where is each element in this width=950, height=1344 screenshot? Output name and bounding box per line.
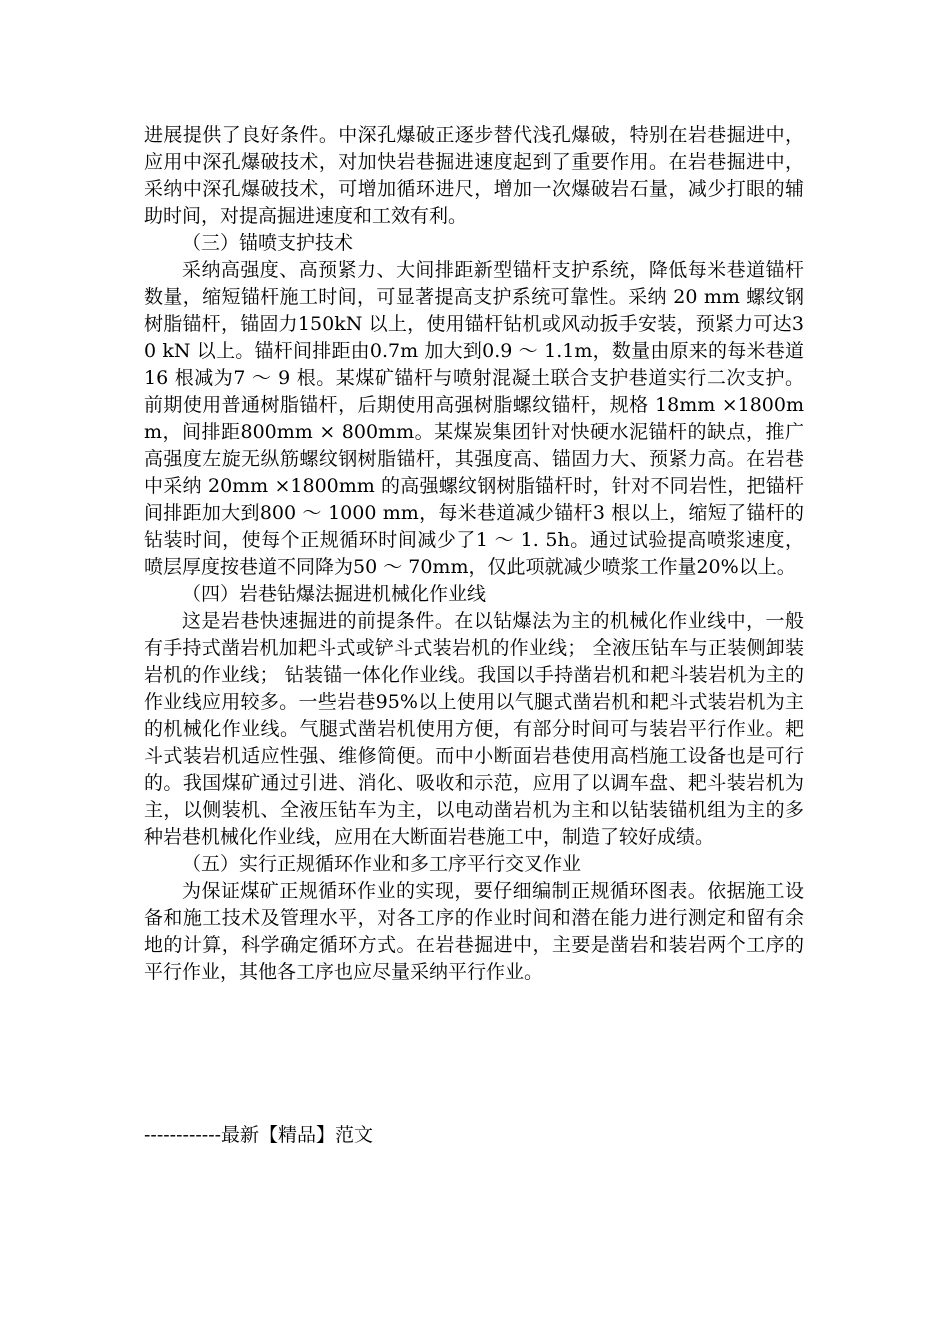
- paragraph-intro-continuation: 进展提供了良好条件。中深孔爆破正逐步替代浅孔爆破，特别在岩巷掘进中，应用中深孔爆破技术，对加快岩巷掘进速度起到了重要作用。在岩巷掘进中，采纳中深孔爆破技术，可增加循环进尺，增加一次爆破岩石量，减少打眼的辅助时间，对提高掘进速度和工效有利。: [144, 124, 804, 227]
- document-body: [144, 122, 804, 986]
- section-heading-anchor-spray-support: （三）锚喷支护技术: [182, 232, 354, 254]
- section-heading-drill-blast-mechanization: （四）岩巷钻爆法掘进机械化作业线: [182, 583, 487, 605]
- paragraph-anchor-spray-support: 采纳高强度、高预紧力、大间排距新型锚杆支护系统，降低每米巷道锚杆数量，缩短锚杆施工时间，可显著提高支护系统可靠性。采纳 20 mm 螺纹钢树脂锚杆，锚固力150kN 以上，使用锚杆钻机或风动扳手安装，预紧力可达30 kN 以上。锚杆间排距由0.7m 加大到0.9 ～ 1.1m，数量由原来的每米巷道16 根减为7 ～ 9 根。某煤矿锚杆与喷射混凝土联合支护巷道实行二次支护。前期使用普通树脂锚杆，后期使用高强树脂螺纹锚杆，规格 18mm ×1800mm，间排距800mm × 800mm。某煤炭集团针对快硬水泥锚杆的缺点，推广高强度左旋无纵筋螺纹钢树脂锚杆，其强度高、锚固力大、预紧力高。在岩巷中采纳 20mm ×1800mm 的高强螺纹钢树脂锚杆时，针对不同岩性，把锚杆间排距加大到800 ～ 1000 mm，每米巷道减少锚杆3 根以上，缩短了锚杆的钻装时间，使每个正规循环时间减少了1 ～ 1. 5h。通过试验提高喷浆速度，喷层厚度按巷道不同降为50 ～ 70mm，仅此项就减少喷浆工作量20%以上。: [144, 259, 804, 578]
- page-footer: ------------最新【精品】范文: [144, 1124, 374, 1146]
- paragraph-drill-blast-mechanization: 这是岩巷快速掘进的前提条件。在以钻爆法为主的机械化作业线中，一般有手持式凿岩机加耙斗式或铲斗式装岩机的作业线； 全液压钻车与正装侧卸装岩机的作业线； 钻装锚一体化作业线。我国以手持凿岩机和耙斗装岩机为主的作业线应用较多。一些岩巷95%以上使用以气腿式凿岩机和耙斗式装岩机为主的机械化作业线。气腿式凿岩机使用方便，有部分时间可与装岩平行作业。耙斗式装岩机适应性强、维修简便。而中小断面岩巷使用高档施工设备也是可行的。我国煤矿通过引进、消化、吸收和示范，应用了以调车盘、耙斗装岩机为主，以侧装机、全液压钻车为主，以电动凿岩机为主和以钻装锚机组为主的多种岩巷机械化作业线，应用在大断面岩巷施工中，制造了较好成绩。: [144, 610, 804, 848]
- section-heading-regular-cycle-operation: （五）实行正规循环作业和多工序平行交叉作业: [182, 853, 582, 875]
- paragraph-regular-cycle-operation: 为保证煤矿正规循环作业的实现，要仔细编制正规循环图表。依据施工设备和施工技术及管理水平，对各工序的作业时间和潜在能力进行测定和留有余地的计算，科学确定循环方式。在岩巷掘进中，主要是凿岩和装岩两个工序的平行作业，其他各工序也应尽量采纳平行作业。: [144, 880, 804, 983]
